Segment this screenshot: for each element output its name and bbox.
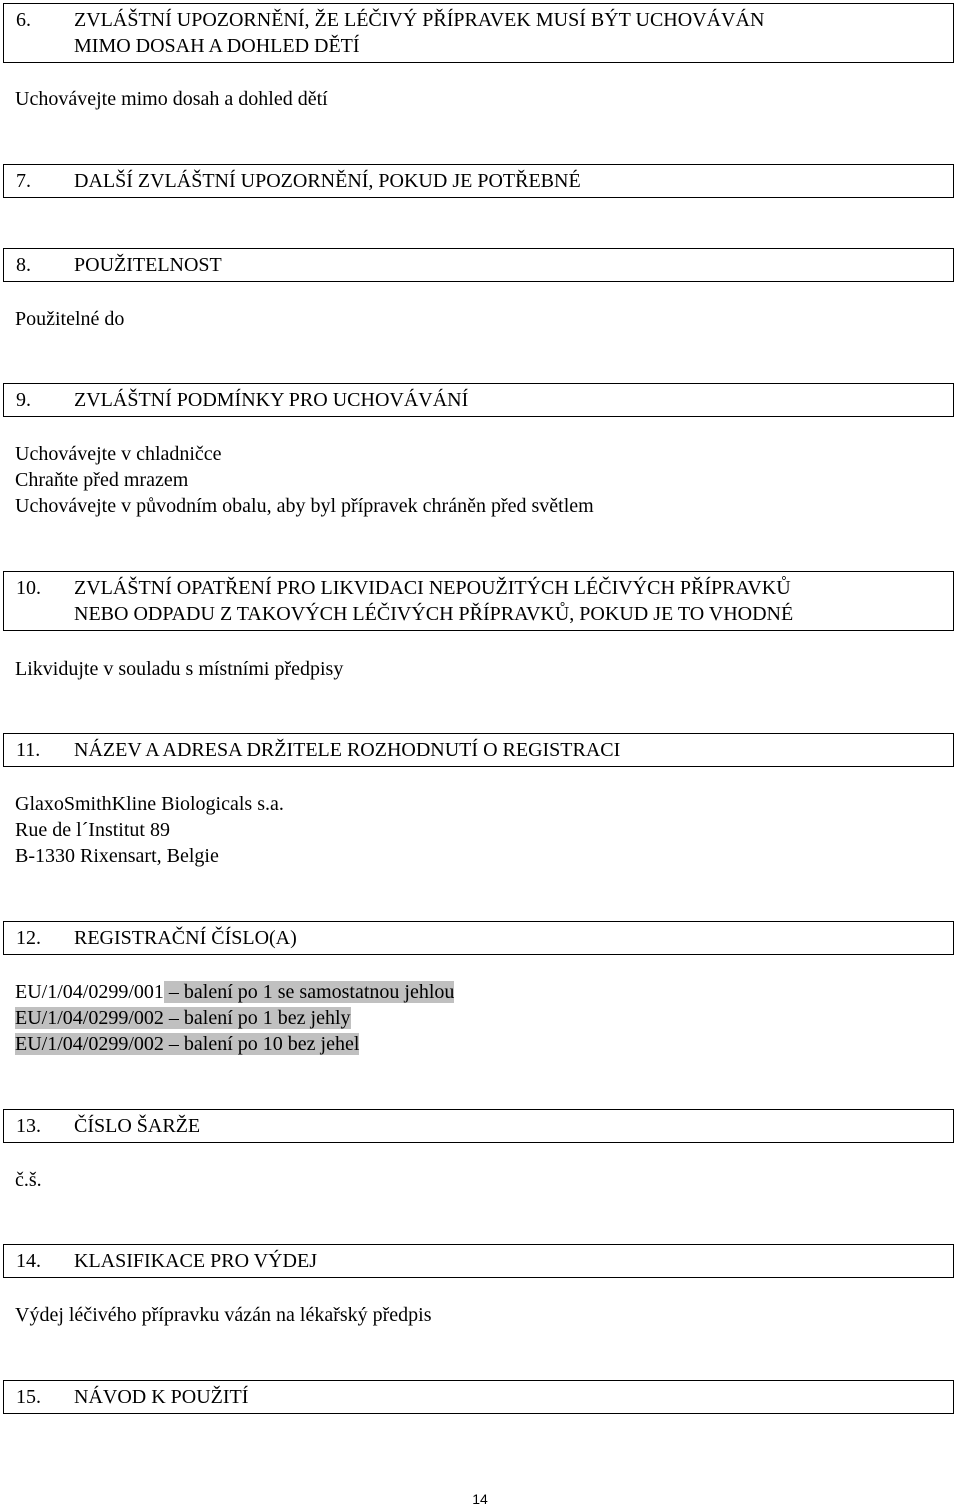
section-10-body — [15, 656, 343, 682]
section-title-cont: MIMO DOSAH A DOHLED DĚTÍ — [74, 35, 360, 57]
section-title: DALŠÍ ZVLÁŠTNÍ UPOZORNĚNÍ, POKUD JE POTŘEBNÉ — [74, 170, 581, 192]
body-line: Uchovávejte mimo dosah a dohled dětí — [15, 88, 328, 110]
section-7-heading — [3, 164, 954, 198]
body-line: Výdej léčivého přípravku vázán na lékařský předpis — [15, 1304, 432, 1326]
body-line: č.š. — [15, 1169, 42, 1191]
section-11-body — [15, 791, 284, 869]
section-number: 8. — [16, 254, 31, 276]
page-number: 14 — [472, 1491, 488, 1507]
section-number: 14. — [16, 1250, 41, 1272]
section-8-body — [15, 306, 124, 332]
body-line: Použitelné do — [15, 308, 125, 330]
section-12-heading — [3, 921, 954, 955]
section-title: ZVLÁŠTNÍ PODMÍNKY PRO UCHOVÁVÁNÍ — [74, 389, 469, 411]
registration-description: – balení po 10 bez jehel — [163, 1033, 360, 1055]
section-11-heading — [3, 733, 954, 767]
section-13-body — [15, 1167, 42, 1193]
section-title: ZVLÁŠTNÍ UPOZORNĚNÍ, ŽE LÉČIVÝ PŘÍPRAVEK MUSÍ BÝT UCHOVÁVÁN — [74, 9, 765, 31]
registration-code: EU/1/04/0299/002 — [15, 1007, 164, 1029]
section-title: ČÍSLO ŠARŽE — [74, 1115, 201, 1137]
section-9-body — [15, 441, 594, 519]
section-title: ZVLÁŠTNÍ OPATŘENÍ PRO LIKVIDACI NEPOUŽITÝCH LÉČIVÝCH PŘÍPRAVKŮ — [74, 577, 791, 599]
section-13-heading — [3, 1109, 954, 1143]
body-line: Uchovávejte v původním obalu, aby byl přípravek chráněn před světlem — [15, 495, 594, 517]
registration-description: – balení po 1 bez jehly — [163, 1007, 351, 1029]
section-6-heading — [3, 3, 954, 63]
section-title-cont: NEBO ODPADU Z TAKOVÝCH LÉČIVÝCH PŘÍPRAVKŮ, POKUD JE TO VHODNÉ — [74, 603, 794, 625]
section-number: 15. — [16, 1386, 41, 1408]
section-12-body — [15, 979, 454, 1057]
registration-code: EU/1/04/0299/001 — [15, 981, 164, 1003]
section-8-heading — [3, 248, 954, 282]
section-15-heading — [3, 1380, 954, 1414]
section-number: 11. — [16, 739, 41, 761]
section-10-heading — [3, 571, 954, 631]
section-6-body — [15, 86, 328, 112]
section-14-body — [15, 1302, 432, 1328]
section-number: 9. — [16, 389, 31, 411]
section-title: POUŽITELNOST — [74, 254, 222, 276]
section-9-heading — [3, 383, 954, 417]
body-line: B-1330 Rixensart, Belgie — [15, 845, 219, 867]
section-title: REGISTRAČNÍ ČÍSLO(A) — [74, 927, 297, 949]
section-number: 10. — [16, 577, 41, 599]
body-line: Uchovávejte v chladničce — [15, 443, 222, 465]
section-number: 7. — [16, 170, 31, 192]
registration-line — [15, 979, 454, 1005]
section-14-heading — [3, 1244, 954, 1278]
registration-description: – balení po 1 se samostatnou jehlou — [163, 981, 455, 1003]
registration-line — [15, 1005, 454, 1031]
registration-line — [15, 1031, 454, 1057]
section-title: NÁVOD K POUŽITÍ — [74, 1386, 249, 1408]
section-title: KLASIFIKACE PRO VÝDEJ — [74, 1250, 317, 1272]
body-line: Chraňte před mrazem — [15, 469, 189, 491]
body-line: GlaxoSmithKline Biologicals s.a. — [15, 793, 284, 815]
section-number: 12. — [16, 927, 41, 949]
section-title: NÁZEV A ADRESA DRŽITELE ROZHODNUTÍ O REGISTRACI — [74, 739, 621, 761]
section-number: 6. — [16, 9, 31, 31]
body-line: Likvidujte v souladu s místními předpisy — [15, 658, 344, 680]
registration-code: EU/1/04/0299/002 — [15, 1033, 164, 1055]
body-line: Rue de l´Institut 89 — [15, 819, 170, 841]
section-number: 13. — [16, 1115, 41, 1137]
